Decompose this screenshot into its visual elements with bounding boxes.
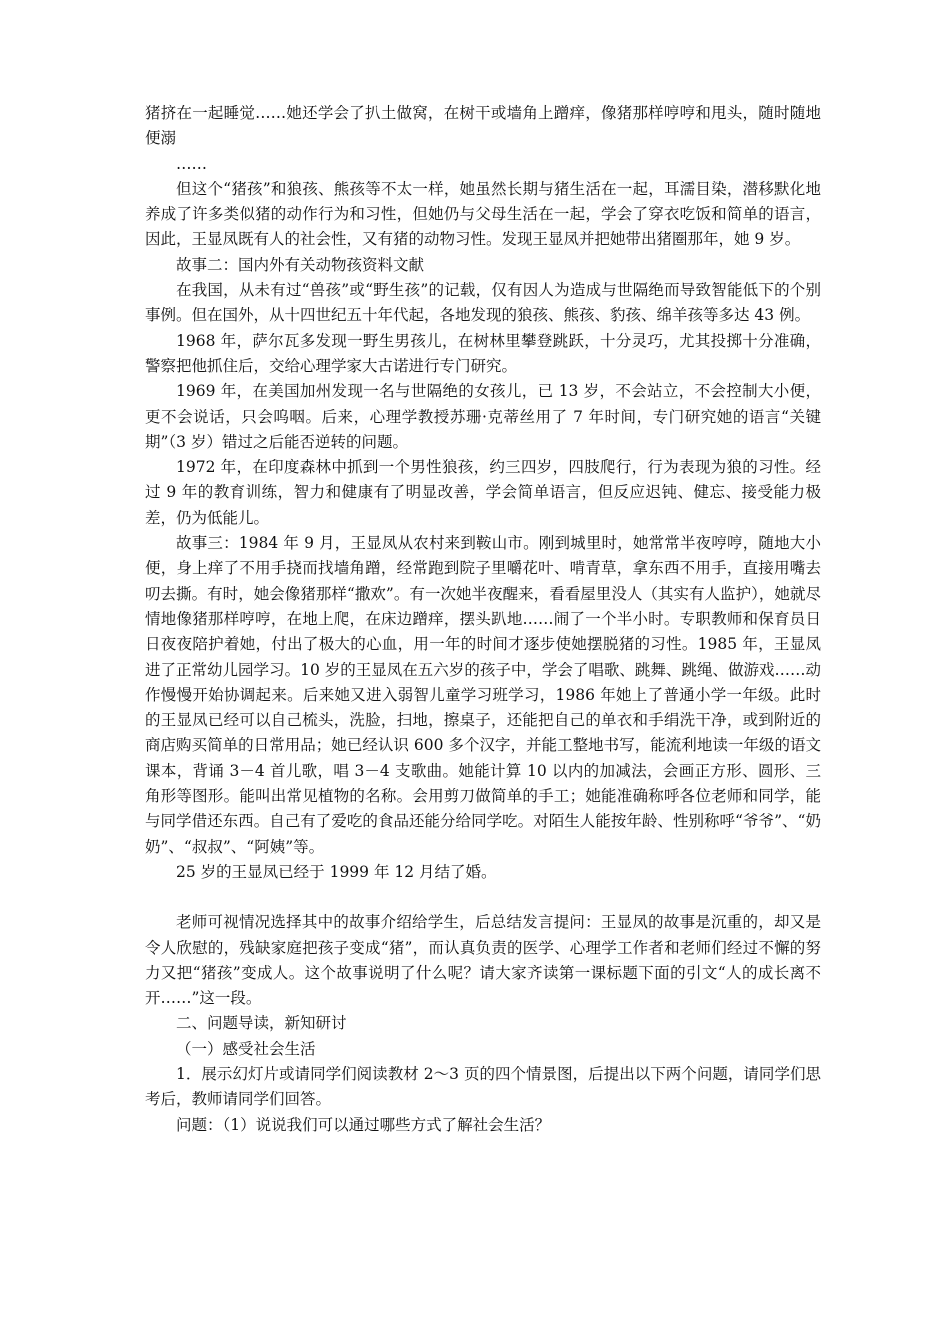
paragraph-1: 猪挤在一起睡觉……她还学会了扒土做窝，在树干或墙角上蹭痒，像猪那样哼哼和甩头，随时随地便溺	[145, 104, 821, 148]
paragraph-1969: 1969 年，在美国加州发现一名与世隔绝的女孩儿，已 13 岁，不会站立，不会控制大小便，更不会说话，只会呜咽。后来，心理学教授苏珊·克蒂丝用了 7 年时间，专门研究她的语言“关键期”（3 岁）错过之后能否逆转的问题。	[145, 382, 821, 451]
paragraph-ellipsis: ……	[176, 154, 207, 173]
instruction-paragraph: 1．展示幻灯片或请同学们阅读教材 2～3 页的四个情景图，后提出以下两个问题，请同学们思考后，教师请同学们回答。	[145, 1064, 821, 1109]
question-paragraph: 问题：（1）说说我们可以通过哪些方式了解社会生活？	[176, 1115, 551, 1134]
blank-line	[145, 885, 821, 910]
subsection-heading-1: （一）感受社会生活	[176, 1039, 316, 1058]
section-heading-2: 二、问题导读，新知研讨	[176, 1014, 347, 1033]
teacher-note-paragraph: 老师可视情况选择其中的故事介绍给学生，后总结发言提问：王显凤的故事是沉重的，却又是令人欣慰的，残缺家庭把孩子变成“猪”，而认真负责的医学、心理学工作者和老师们经过不懈的努力又把“猪孩”变成人。这个故事说明了什么呢？请大家齐读第一课标题下面的引文“人的成长离不开……”这一段。	[145, 913, 821, 1008]
document-page	[145, 101, 821, 1138]
paragraph-marriage: 25 岁的王显凤已经于 1999 年 12 月结了婚。	[176, 862, 497, 881]
paragraph-3: 但这个“猪孩”和狼孩、熊孩等不太一样，她虽然长期与猪生活在一起，耳濡目染，潜移默化地养成了许多类似猪的动作行为和习性，但她仍与父母生活在一起，学会了穿衣吃饭和简单的语言，因此，王显凤既有人的社会性，又有猪的动物习性。发现王显凤并把她带出猪圈那年，她 9 岁。	[145, 179, 821, 249]
paragraph-5: 在我国，从未有过“兽孩”或“野生孩”的记载，仅有因人为造成与世隔绝而导致智能低下的个别事例。但在国外，从十四世纪五十年代起，各地发现的狼孩、熊孩、豹孩、绵羊孩等多达 43 例。	[145, 281, 821, 325]
paragraph-1972: 1972 年，在印度森林中抓到一个男性狼孩，约三四岁，四肢爬行，行为表现为狼的习性。经过 9 年的教育训练，智力和健康有了明显改善，学会简单语言，但反应迟钝、健忘、接受能力极差，仍为低能儿。	[145, 458, 821, 527]
paragraph-1968: 1968 年，萨尔瓦多发现一野生男孩儿，在树林里攀登跳跃，十分灵巧，尤其投掷十分准确，警察把他抓住后，交给心理学家大古诺进行专门研究。	[145, 331, 821, 375]
story-two-heading: 故事二：国内外有关动物孩资料文献	[176, 255, 425, 274]
story-three-paragraph: 故事三：1984 年 9 月，王显凤从农村来到鞍山市。刚到城里时，她常常半夜哼哼，随地大小便，身上痒了不用手挠而找墙角蹭，经常跑到院子里嚼花叶、啃青草，拿东西不用手，直接用嘴去叨去撕。有时，她会像猪那样“撒欢”。有一次她半夜醒来，看看屋里没人（其实有人监护），她就尽情地像猪那样哼哼，在地上爬，在床边蹭痒，摆头趴地……闹了一个半小时。专职教师和保育员日日夜夜陪护着她，付出了极大的心血，用一年的时间才逐步使她摆脱猪的习性。1985 年，王显凤进了正常幼儿园学习。10 岁的王显凤在五六岁的孩子中，学会了唱歌、跳舞、跳绳、做游戏……动作慢慢开始协调起来。后来她又进入弱智儿童学习班学习，1986 年她上了普通小学一年级。此时的王显凤已经可以自己梳头，洗脸，扫地，擦桌子，还能把自己的单衣和手绢洗干净，或到附近的商店购买简单的日常用品；她已经认识 600 多个汉字，并能工整地书写，能流利地读一年级的语文课本，背诵 3－4 首儿歌，唱 3－4 支歌曲。她能计算 10 以内的加减法，会画正方形、圆形、三角形等图形。能叫出常见植物的名称。会用剪刀做简单的手工；她能准确称呼各位老师和同学，能与同学借还东西。自己有了爱吃的食品还能分给同学吃。对陌生人能按年龄、性别称呼“爷爷”、“奶奶”、“叔叔”、“阿姨”等。	[145, 534, 821, 856]
